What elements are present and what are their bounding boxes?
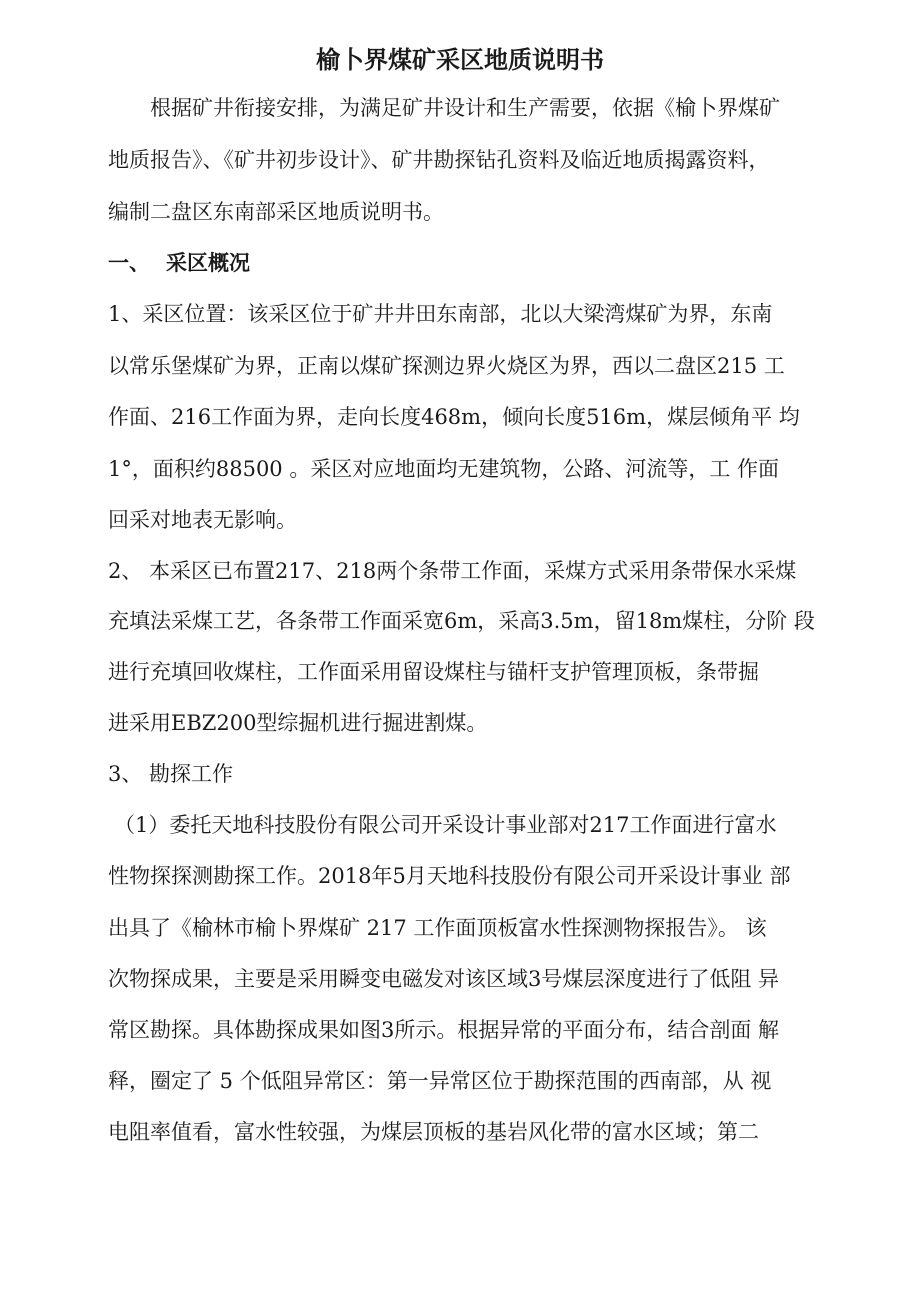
item2-line-1: 2、 本采区已布置217、218两个条带工作面，采煤方式采用条带保水采煤 <box>108 559 797 583</box>
item2-line-4: 进采用EBZ200型综掘机进行掘进割煤。 <box>108 711 488 735</box>
item3-heading: 3、 勘探工作 <box>108 762 234 786</box>
item1-line-5: 回采对地表无影响。 <box>108 508 297 532</box>
item3-sub1-line-6: 释，圈定了 5 个低阻异常区：第一异常区位于勘探范围的西南部，从 视 <box>108 1069 772 1093</box>
intro-line-1: 根据矿井衔接安排，为满足矿井设计和生产需要，依据《榆卜界煤矿 <box>150 96 780 120</box>
item3-sub1-line-4: 次物探成果，主要是采用瞬变电磁发对该区域3号煤层深度进行了低阻 异 <box>108 967 780 991</box>
item2-line-2: 充填法采煤工艺，各条带工作面采宽6m，采高3.5m，留18m煤柱，分阶 段 <box>108 609 815 633</box>
document-title: 榆卜界煤矿采区地质说明书 <box>316 46 604 74</box>
intro-line-2: 地质报告》、《矿井初步设计》、矿井勘探钻孔资料及临近地质揭露资料， <box>108 148 770 172</box>
section-title: 采区概况 <box>166 251 250 275</box>
section-heading <box>108 248 250 278</box>
item3-sub1-line-1: （1）委托天地科技股份有限公司开采设计事业部对217工作面进行富水 <box>114 813 777 837</box>
item2-line-3: 进行充填回收煤柱，工作面采用留设煤柱与锚杆支护管理顶板，条带掘 <box>108 660 759 684</box>
item1-line-2: 以常乐堡煤矿为界，正南以煤矿探测边界火烧区为界，西以二盘区215 工 <box>108 354 785 378</box>
intro-line-3: 编制二盘区东南部采区地质说明书。 <box>108 200 444 224</box>
item3-sub1-line-7: 电阻率值看，富水性较强，为煤层顶板的基岩风化带的富水区域；第二 <box>108 1120 759 1144</box>
item1-line-1: 1、采区位置：该采区位于矿井井田东南部，北以大梁湾煤矿为界，东南 <box>108 302 773 326</box>
section-number: 一、 <box>108 251 150 275</box>
item1-line-3: 作面、216工作面为界，走向长度468m，倾向长度516m，煤层倾角平 均 <box>108 405 800 429</box>
item1-line-4: 1°，面积约88500 。采区对应地面均无建筑物，公路、河流等，工 作面 <box>108 457 780 481</box>
item3-sub1-line-2: 性物探探测勘探工作。2018年5月天地科技股份有限公司开采设计事业 部 <box>108 864 791 888</box>
item3-sub1-line-3: 出具了《榆林市榆卜界煤矿 217 工作面顶板富水性探测物探报告》。 该 <box>108 916 767 940</box>
item3-sub1-line-5: 常区勘探。具体勘探成果如图3所示。根据异常的平面分布，结合剖面 解 <box>108 1018 780 1042</box>
